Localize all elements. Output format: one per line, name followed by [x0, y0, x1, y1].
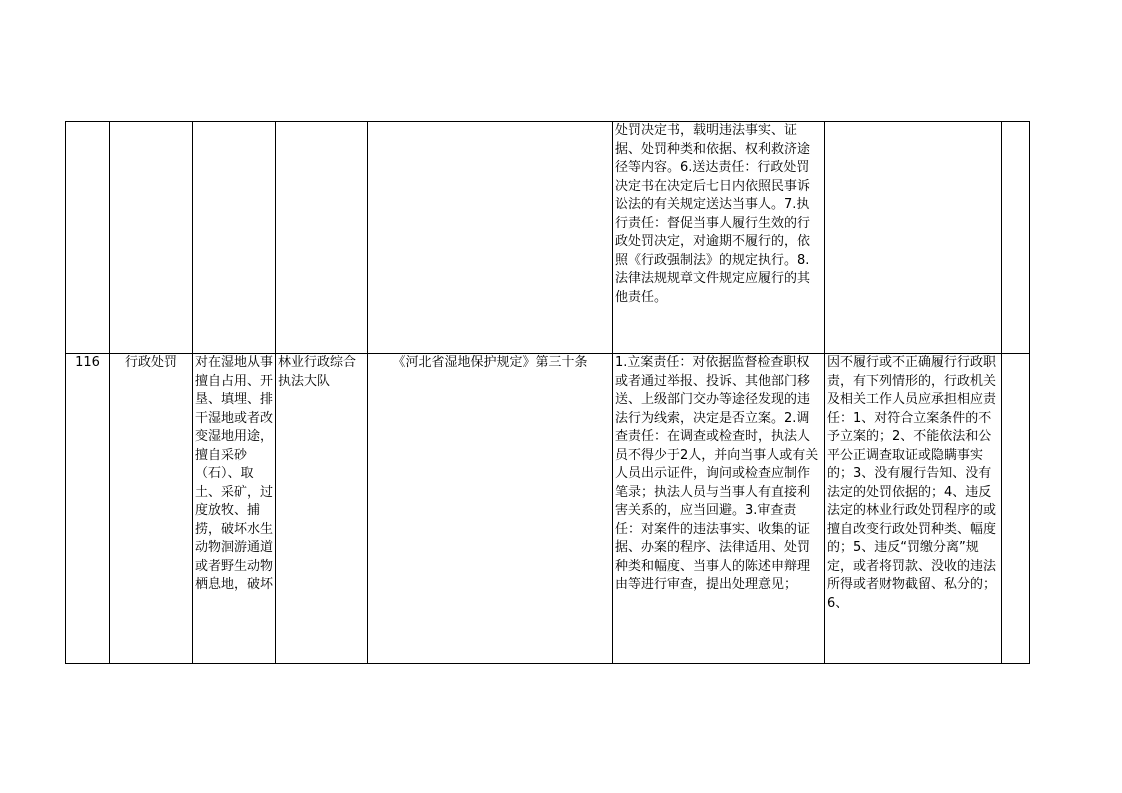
agency-cell — [276, 122, 368, 354]
matter-cell — [193, 122, 276, 354]
matter-text: 对在湿地从事擅自占用、开垦、填埋、排干湿地或者改变湿地用途，擅自采砂（石）、取土、采矿，过度放牧、捕捞，破坏水生动物洄游通道或者野生动物栖息地，破坏 — [195, 355, 274, 592]
responsibility-cell — [613, 122, 825, 354]
responsibility-text: 1.立案责任：对依据监督检查职权或者通过举报、投诉、其他部门移送、上级部门交办等途径发现的违法行为线索，决定是否立案。2.调查责任：在调查或检查时，执法人员不得少于2人，并向当事人或有关人员出示证件，询问或检查应制作笔录；执法人员与当事人有直接利害关系的，应当回避。3.审查责任：对案件的违法事实、收集的证据、办案的程序、法律适用、处罚种类和幅度、当事人的陈述申辩理由等进行审查，提出处理意见； — [615, 355, 819, 592]
accountability-cell — [825, 122, 1002, 354]
accountability-cell — [825, 354, 1002, 664]
accountability-text: 因不履行或不正确履行行政职责，有下列情形的，行政机关及相关工作人员应承担相应责任：1、对符合立案条件的不予立案的；2、不能依法和公平公正调查取证或隐瞒事实的；3、没有履行告知、没有法定的处罚依据的；4、违反法定的林业行政处罚程序的或擅自改变行政处罚种类、幅度的；5、违反“罚缴分离”规定，或者将罚款、没收的违法所得或者财物截留、私分的；6、 — [827, 355, 997, 611]
matter-cell — [193, 354, 276, 664]
basis-cell — [368, 122, 613, 354]
row-number-cell — [66, 354, 110, 664]
agency-cell — [276, 354, 368, 664]
basis-text: 《河北省湿地保护规定》第三十条 — [392, 355, 588, 370]
power-list-table — [65, 121, 1030, 664]
row-number-cell — [66, 122, 110, 354]
category-cell — [110, 122, 193, 354]
table-row — [66, 122, 1030, 354]
basis-cell — [368, 354, 613, 664]
remark-cell — [1002, 354, 1030, 664]
category-text: 行政处罚 — [124, 355, 177, 370]
agency-text: 林业行政综合执法大队 — [278, 355, 357, 389]
category-cell — [110, 354, 193, 664]
responsibility-text: 处罚决定书，载明违法事实、证据、处罚种类和依据、权利救济途径等内容。6.送达责任：行政处罚决定书在决定后七日内依照民事诉讼法的有关规定送达当事人。7.执行责任：督促当事人履行生效的行政处罚决定，对逾期不履行的，依照《行政强制法》的规定执行。8.法律法规规章文件规定应履行的其他责任。 — [615, 123, 811, 305]
remark-cell — [1002, 122, 1030, 354]
table-row — [66, 354, 1030, 664]
row-number: 116 — [75, 355, 100, 370]
responsibility-cell — [613, 354, 825, 664]
